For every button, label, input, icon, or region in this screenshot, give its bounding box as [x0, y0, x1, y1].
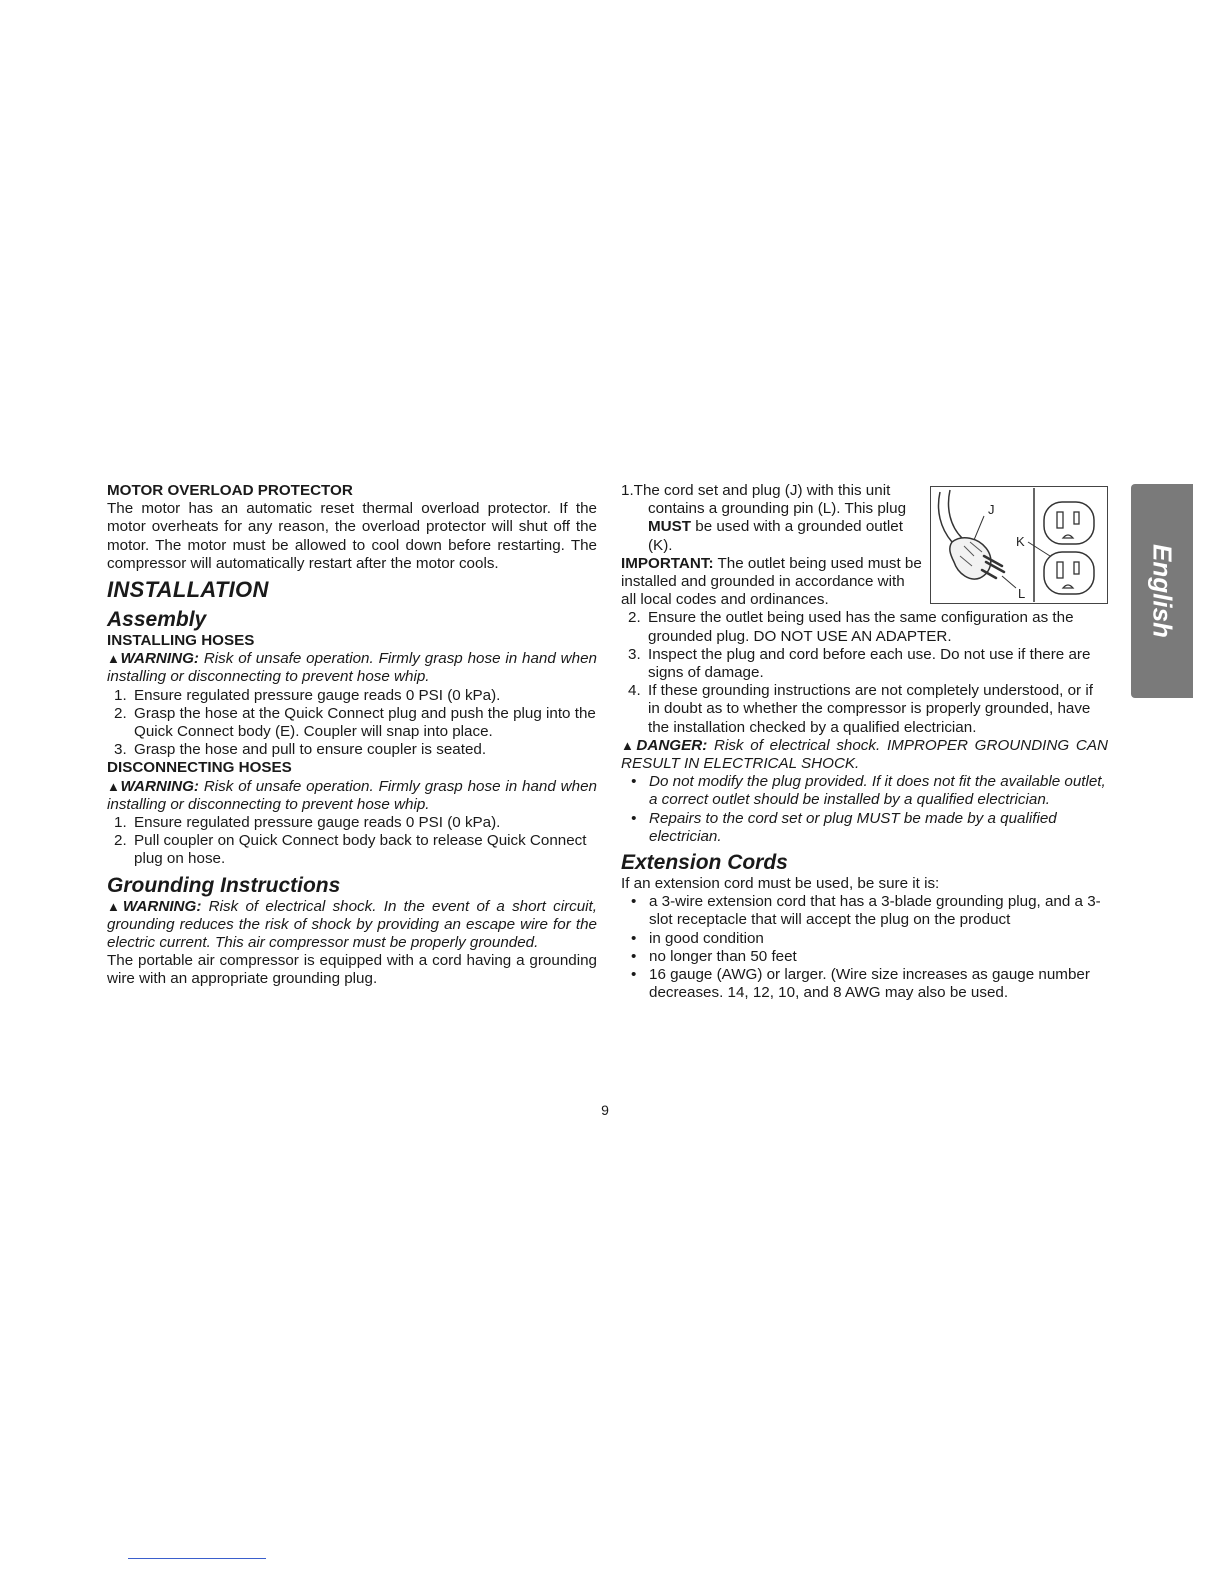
list-item: • Repairs to the cord set or plug MUST be made by a qualified electrician.	[631, 809, 1057, 845]
language-tab-label: English	[1147, 544, 1178, 638]
language-tab	[1131, 484, 1193, 698]
danger-bullets	[621, 773, 1108, 846]
danger-notice	[621, 737, 1108, 773]
list-item: • a 3-wire extension cord that has a 3-blade grounding plug, and a 3-slot receptacle that will accept the plug on the product	[631, 893, 1101, 929]
list-item: 2. Grasp the hose at the Quick Connect plug and push the plug into the Quick Connect body (E). Coupler will snap into place.	[114, 704, 596, 741]
disconnecting-hoses-title: DISCONNECTING HOSES	[107, 759, 292, 777]
figure-label-k: K	[1016, 534, 1025, 549]
warning-triangle-icon: ▲	[107, 898, 123, 914]
left-column	[107, 482, 597, 989]
warning-text: Risk of unsafe operation. Firmly grasp hose in hand when installing or disconnecting to prevent hose whip.	[107, 650, 597, 686]
list-item: 3. Inspect the plug and cord before each use. Do not use if there are signs of damage.	[628, 645, 1091, 682]
list-item: 3. Grasp the hose and pull to ensure coupler is seated.	[114, 741, 487, 759]
list-item: 4. If these grounding instructions are not completely understood, or if in doubt as to whether the compressor is properly grounded, have the installation checked by a qualified electrician.	[628, 682, 1093, 736]
disconnecting-steps	[107, 814, 597, 869]
list-item: 1. Ensure regulated pressure gauge reads 0 PSI (0 kPa).	[114, 686, 501, 704]
grounding-text: The portable air compressor is equipped with a cord having a grounding wire with an appropriate grounding plug.	[107, 952, 597, 988]
page-number: 9	[601, 1102, 609, 1118]
motor-overload-title: MOTOR OVERLOAD PROTECTOR	[107, 482, 353, 499]
assembly-heading: Assembly	[107, 608, 207, 632]
extension-intro: If an extension cord must be used, be sure it is:	[621, 875, 940, 893]
important-note: IMPORTANT: The outlet being used must be installed and grounded in accordance with all local codes and ordinances.	[621, 554, 922, 609]
warning-label: WARNING:	[120, 650, 199, 668]
warning-electrical-shock	[107, 898, 597, 953]
extension-bullets	[621, 893, 1108, 1002]
warning-hose-whip-2	[107, 778, 597, 814]
danger-label: DANGER:	[636, 736, 708, 754]
list-item: 2. Pull coupler on Quick Connect body back to release Quick Connect plug on hose.	[114, 832, 587, 868]
list-item: 1. Ensure regulated pressure gauge reads 0 PSI (0 kPa).	[114, 814, 501, 832]
extension-cords-heading: Extension Cords	[621, 851, 788, 875]
important-label: IMPORTANT:	[621, 554, 714, 572]
list-item: • 16 gauge (AWG) or larger. (Wire size increases as gauge number decreases. 14, 12, 10, and 8 AWG may also be used.	[631, 966, 1090, 1002]
warning-triangle-icon: ▲	[107, 651, 121, 667]
list-item: • no longer than 50 feet	[631, 947, 797, 965]
danger-text: Risk of electrical shock. IMPROPER GROUNDING CAN RESULT IN ELECTRICAL SHOCK.	[621, 736, 1108, 773]
warning-triangle-icon: ▲	[107, 778, 121, 794]
grounding-heading: Grounding Instructions	[107, 873, 341, 897]
warning-text: Risk of electrical shock. In the event of a short circuit, grounding reduces the risk of shock by providing an escape wire for the electric current. This air compressor must be properly grounded.	[107, 897, 597, 952]
figure-label-j: J	[988, 502, 995, 517]
list-item: 2. Ensure the outlet being used has the same configuration as the grounded plug. DO NOT USE AN ADAPTER.	[628, 609, 1074, 645]
figure-label-l: L	[1018, 586, 1026, 601]
installation-heading: INSTALLATION	[107, 577, 269, 603]
warning-label: WARNING:	[122, 897, 202, 915]
grounding-steps	[621, 609, 1108, 736]
warning-label: WARNING:	[120, 777, 199, 795]
installing-steps	[107, 687, 597, 760]
warning-hose-whip	[107, 650, 597, 686]
footer-rule	[128, 1558, 266, 1559]
list-item: • in good condition	[631, 929, 764, 947]
motor-overload-text: The motor has an automatic reset thermal overload protector. If the motor overheats for any reason, the overload protector will shut off the motor. The motor must be allowed to cool down before restarting. The compressor will automatically restart after the motor cools.	[107, 500, 597, 572]
plug-outlet-figure	[930, 486, 1108, 604]
warning-text: Risk of unsafe operation. Firmly grasp hose in hand when installing or disconnecting to prevent hose whip.	[107, 777, 597, 813]
warning-triangle-icon: ▲	[621, 737, 637, 753]
right-column	[621, 482, 1108, 1002]
outlet-icon	[1044, 502, 1094, 594]
list-item: • Do not modify the plug provided. If it does not fit the available outlet, a correct outlet should be installed by a qualified electrician.	[631, 773, 1106, 809]
installing-hoses-title: INSTALLING HOSES	[107, 632, 255, 650]
step-1: 1.The cord set and plug (J) with this unit contains a grounding pin (L). This plug MUST be used with a grounded outlet (K).	[621, 482, 907, 554]
